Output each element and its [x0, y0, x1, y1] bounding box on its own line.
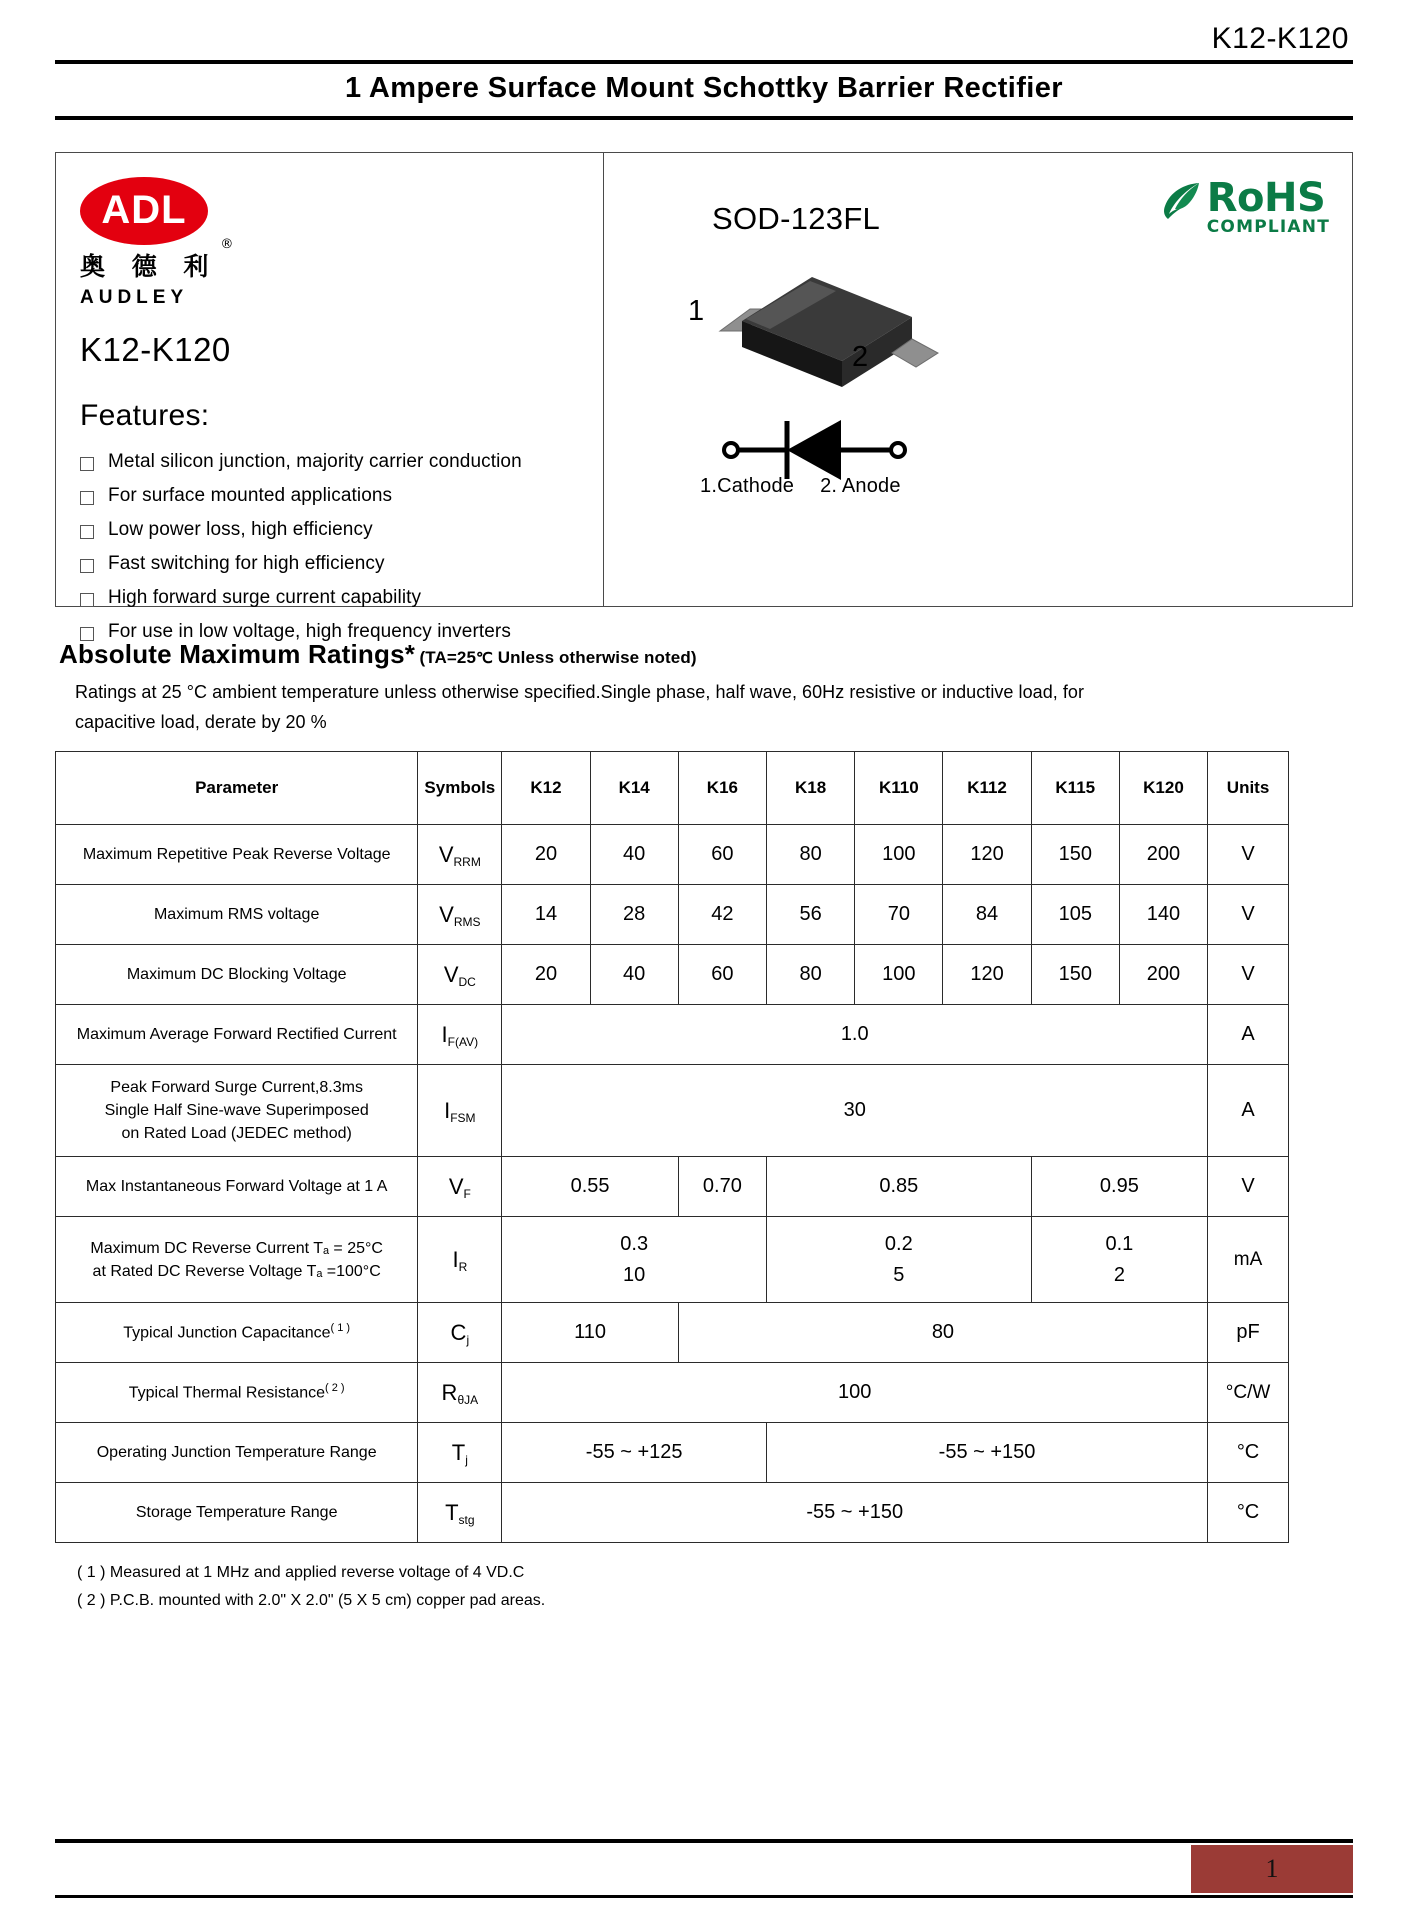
- feature-item: [80, 587, 585, 609]
- company-name-chinese: [80, 237, 234, 283]
- row-value: 42: [678, 885, 766, 945]
- row-value: 60: [678, 825, 766, 885]
- row-value-group: 0.70: [678, 1157, 766, 1217]
- ratings-subtext: [59, 678, 1353, 737]
- package-name: SOD-123FL: [712, 201, 881, 236]
- row-units: °C/W: [1208, 1363, 1289, 1423]
- footnote-2: ( 2 ) P.C.B. mounted with 2.0" X 2.0" (5 X 5 cm) copper pad areas.: [77, 1592, 546, 1610]
- adl-logo-text: ADL: [101, 188, 187, 232]
- registered-trademark-icon: ®: [220, 237, 234, 252]
- row-symbol: $V_{DC}$: [418, 945, 502, 1005]
- table-row: [56, 1217, 1289, 1303]
- row-value-group: 0.55: [502, 1157, 678, 1217]
- row-value-group: 0.85: [767, 1157, 1032, 1217]
- rohs-main-text: RoHS: [1206, 175, 1326, 221]
- row-value-group: -55 ~ +150: [767, 1423, 1208, 1483]
- row-value-100c: 2: [1113, 1263, 1125, 1286]
- row-value: 120: [943, 945, 1031, 1005]
- row-parameter: [56, 1303, 418, 1363]
- checkbox-icon: [80, 491, 94, 505]
- header-rule-bottom: [55, 116, 1353, 120]
- row-parameter-note: ( 2 ): [325, 1382, 345, 1395]
- feature-item: [80, 621, 585, 643]
- row-value: 150: [1031, 945, 1119, 1005]
- row-value-25c: 0.3: [620, 1232, 649, 1255]
- document-header: [55, 0, 1353, 120]
- column-header-k18: K18: [767, 752, 855, 825]
- row-parameter-line: on Rated Load (JEDEC method): [121, 1125, 352, 1143]
- features-heading: Features:: [80, 399, 210, 432]
- row-value: 80: [767, 825, 855, 885]
- row-units: A: [1208, 1065, 1289, 1157]
- column-header-k16: K16: [678, 752, 766, 825]
- column-header-k112: K112: [943, 752, 1031, 825]
- pin-caption-cathode: 1.Cathode: [700, 475, 795, 497]
- row-symbol: $V_F$: [418, 1157, 502, 1217]
- row-value-100c: 10: [623, 1263, 646, 1286]
- table-row: [56, 885, 1289, 945]
- row-symbol: $V_{RRM}$: [418, 825, 502, 885]
- row-value: 70: [855, 885, 943, 945]
- row-units: V: [1208, 945, 1289, 1005]
- table-row: [56, 1065, 1289, 1157]
- page-footer: [55, 1839, 1353, 1898]
- header-part-number: K12-K120: [1211, 22, 1349, 55]
- row-symbol: $R_{\theta JA}$: [418, 1363, 502, 1423]
- row-parameter-line: at Rated DC Reverse Voltage Tₐ =100°C: [92, 1262, 381, 1280]
- row-value-100c: 5: [893, 1263, 905, 1286]
- row-value: 80: [767, 945, 855, 1005]
- row-value: 100: [855, 825, 943, 885]
- rohs-compliant-logo: [1158, 175, 1330, 237]
- row-value: 28: [590, 885, 678, 945]
- row-parameter: Maximum RMS voltage: [56, 885, 418, 945]
- feature-label: Low power loss, high efficiency: [108, 519, 373, 540]
- row-value: 56: [767, 885, 855, 945]
- row-parameter-line: Single Half Sine-wave Superimposed: [104, 1102, 369, 1120]
- row-parameter: Storage Temperature Range: [56, 1483, 418, 1543]
- row-symbol: $I_{FSM}$: [418, 1065, 502, 1157]
- row-symbol: $V_{RMS}$: [418, 885, 502, 945]
- table-row: [56, 1157, 1289, 1217]
- row-parameter: [56, 1217, 418, 1303]
- ratings-condition-suffix: Unless otherwise noted): [497, 648, 697, 667]
- row-units: A: [1208, 1005, 1289, 1065]
- feature-label: For surface mounted applications: [108, 485, 393, 506]
- pin-1-label: 1: [688, 295, 705, 327]
- checkbox-icon: [80, 457, 94, 471]
- product-model: K12-K120: [80, 331, 231, 368]
- row-parameter: Max Instantaneous Forward Voltage at 1 A: [56, 1157, 418, 1217]
- ratings-heading-block: [55, 639, 1353, 737]
- company-name-english: AUDLEY: [80, 287, 189, 308]
- table-row: [56, 1303, 1289, 1363]
- column-header-k12: K12: [502, 752, 590, 825]
- feature-item: [80, 553, 585, 575]
- row-value: 84: [943, 885, 1031, 945]
- footer-body: [55, 1843, 1353, 1895]
- product-info-right: [604, 153, 1352, 606]
- row-value: 200: [1119, 945, 1207, 1005]
- company-logo: [80, 177, 290, 309]
- feature-label: For use in low voltage, high frequency inverters: [108, 621, 511, 642]
- ratings-condition: [420, 648, 697, 667]
- row-parameter: Maximum DC Blocking Voltage: [56, 945, 418, 1005]
- pin-2-label: 2: [852, 341, 869, 373]
- package-drawing: [716, 261, 946, 396]
- ratings-heading: Absolute Maximum Ratings*: [59, 639, 416, 669]
- feature-label: Metal silicon junction, majority carrier conduction: [108, 451, 522, 472]
- row-value-group: [767, 1217, 1032, 1303]
- row-symbol: $T_{stg}$: [418, 1483, 502, 1543]
- table-row: [56, 1363, 1289, 1423]
- table-row: [56, 1005, 1289, 1065]
- feature-item: [80, 451, 585, 473]
- feature-label: Fast switching for high efficiency: [108, 553, 385, 574]
- features-list: [80, 451, 585, 643]
- leaf-icon: [1158, 178, 1204, 224]
- row-units: V: [1208, 885, 1289, 945]
- row-parameter: Maximum Average Forward Rectified Current: [56, 1005, 418, 1065]
- table-row: [56, 945, 1289, 1005]
- row-symbol: $I_{F(AV)}$: [418, 1005, 502, 1065]
- row-value-merged: 1.0: [502, 1005, 1208, 1065]
- absolute-maximum-ratings-table: [55, 751, 1289, 1543]
- page-number-badge: 1: [1191, 1845, 1353, 1893]
- table-row: [56, 825, 1289, 885]
- row-value-25c: 0.2: [884, 1232, 913, 1255]
- ratings-subtext-line-1: Ratings at 25 °C ambient temperature unless otherwise specified.Single phase, half wave, 60Hz resistive or inductive load, for: [75, 682, 1085, 702]
- row-value-25c: 0.1: [1105, 1232, 1134, 1255]
- table-row: [56, 1483, 1289, 1543]
- row-units: °C: [1208, 1483, 1289, 1543]
- checkbox-icon: [80, 559, 94, 573]
- footer-rule-bottom: [55, 1895, 1353, 1898]
- product-info-left: [56, 153, 604, 642]
- row-parameter: Maximum Repetitive Peak Reverse Voltage: [56, 825, 418, 885]
- row-value: 150: [1031, 825, 1119, 885]
- checkbox-icon: [80, 627, 94, 641]
- feature-item: [80, 485, 585, 507]
- footnote-1: ( 1 ) Measured at 1 MHz and applied reverse voltage of 4 VD.C: [77, 1564, 525, 1582]
- column-header-k120: K120: [1119, 752, 1207, 825]
- row-value-merged: 100: [502, 1363, 1208, 1423]
- column-header-k115: K115: [1031, 752, 1119, 825]
- row-value: 60: [678, 945, 766, 1005]
- ratings-condition-prefix: (TA=25: [419, 648, 477, 667]
- row-symbol: $I_R$: [418, 1217, 502, 1303]
- row-value-group: 80: [678, 1303, 1207, 1363]
- row-value: 100: [855, 945, 943, 1005]
- row-parameter-line: Peak Forward Surge Current,8.3ms: [110, 1079, 363, 1097]
- feature-item: [80, 519, 585, 541]
- row-value-merged: 30: [502, 1065, 1208, 1157]
- row-units: °C: [1208, 1423, 1289, 1483]
- row-parameter-text: Typical Junction Capacitance: [123, 1324, 331, 1342]
- row-value: 40: [590, 825, 678, 885]
- row-value-group: -55 ~ +125: [502, 1423, 767, 1483]
- feature-label: High forward surge current capability: [108, 587, 422, 608]
- document-title: 1 Ampere Surface Mount Schottky Barrier Rectifier: [345, 72, 1063, 104]
- rohs-sub-text: COMPLIANT: [1206, 217, 1330, 237]
- row-value: 20: [502, 825, 590, 885]
- table-header-row: [56, 752, 1289, 825]
- row-symbol: $C_j$: [418, 1303, 502, 1363]
- row-symbol: $T_j$: [418, 1423, 502, 1483]
- row-value-group: [1031, 1217, 1207, 1303]
- row-value-group: [502, 1217, 767, 1303]
- row-value: 200: [1119, 825, 1207, 885]
- column-header-k14: K14: [590, 752, 678, 825]
- pin-caption-anode: 2. Anode: [820, 475, 901, 497]
- row-parameter: Operating Junction Temperature Range: [56, 1423, 418, 1483]
- row-units: mA: [1208, 1217, 1289, 1303]
- column-header-parameter: Parameter: [56, 752, 418, 825]
- table-footnotes: [55, 1559, 1353, 1615]
- ratings-subtext-line-2: capacitive load, derate by 20 %: [75, 711, 327, 732]
- row-value: 20: [502, 945, 590, 1005]
- company-name-chinese-text: 奥 德 利: [80, 252, 218, 281]
- row-value: 140: [1119, 885, 1207, 945]
- column-header-units: Units: [1208, 752, 1289, 825]
- row-value-group: 110: [502, 1303, 678, 1363]
- row-units: pF: [1208, 1303, 1289, 1363]
- row-parameter-line: Maximum DC Reverse Current Tₐ = 25°C: [90, 1239, 383, 1257]
- row-value: 14: [502, 885, 590, 945]
- rohs-text-block: [1206, 175, 1330, 237]
- pin-caption: [700, 475, 901, 498]
- row-value-merged: -55 ~ +150: [502, 1483, 1208, 1543]
- column-header-k110: K110: [855, 752, 943, 825]
- row-units: V: [1208, 1157, 1289, 1217]
- row-parameter: [56, 1363, 418, 1423]
- row-parameter: [56, 1065, 418, 1157]
- row-value: 40: [590, 945, 678, 1005]
- table-row: [56, 1423, 1289, 1483]
- product-info-box: [55, 152, 1353, 642]
- column-header-symbols: Symbols: [418, 752, 502, 825]
- ratings-condition-unit: ℃: [476, 650, 493, 667]
- row-value-group: 0.95: [1031, 1157, 1207, 1217]
- checkbox-icon: [80, 593, 94, 607]
- checkbox-icon: [80, 525, 94, 539]
- row-value: 105: [1031, 885, 1119, 945]
- row-units: V: [1208, 825, 1289, 885]
- adl-logo-badge: [80, 177, 208, 245]
- row-parameter-note: ( 1 ): [330, 1322, 351, 1335]
- row-value: 120: [943, 825, 1031, 885]
- row-parameter-text: Typical Thermal Resistance: [128, 1384, 325, 1402]
